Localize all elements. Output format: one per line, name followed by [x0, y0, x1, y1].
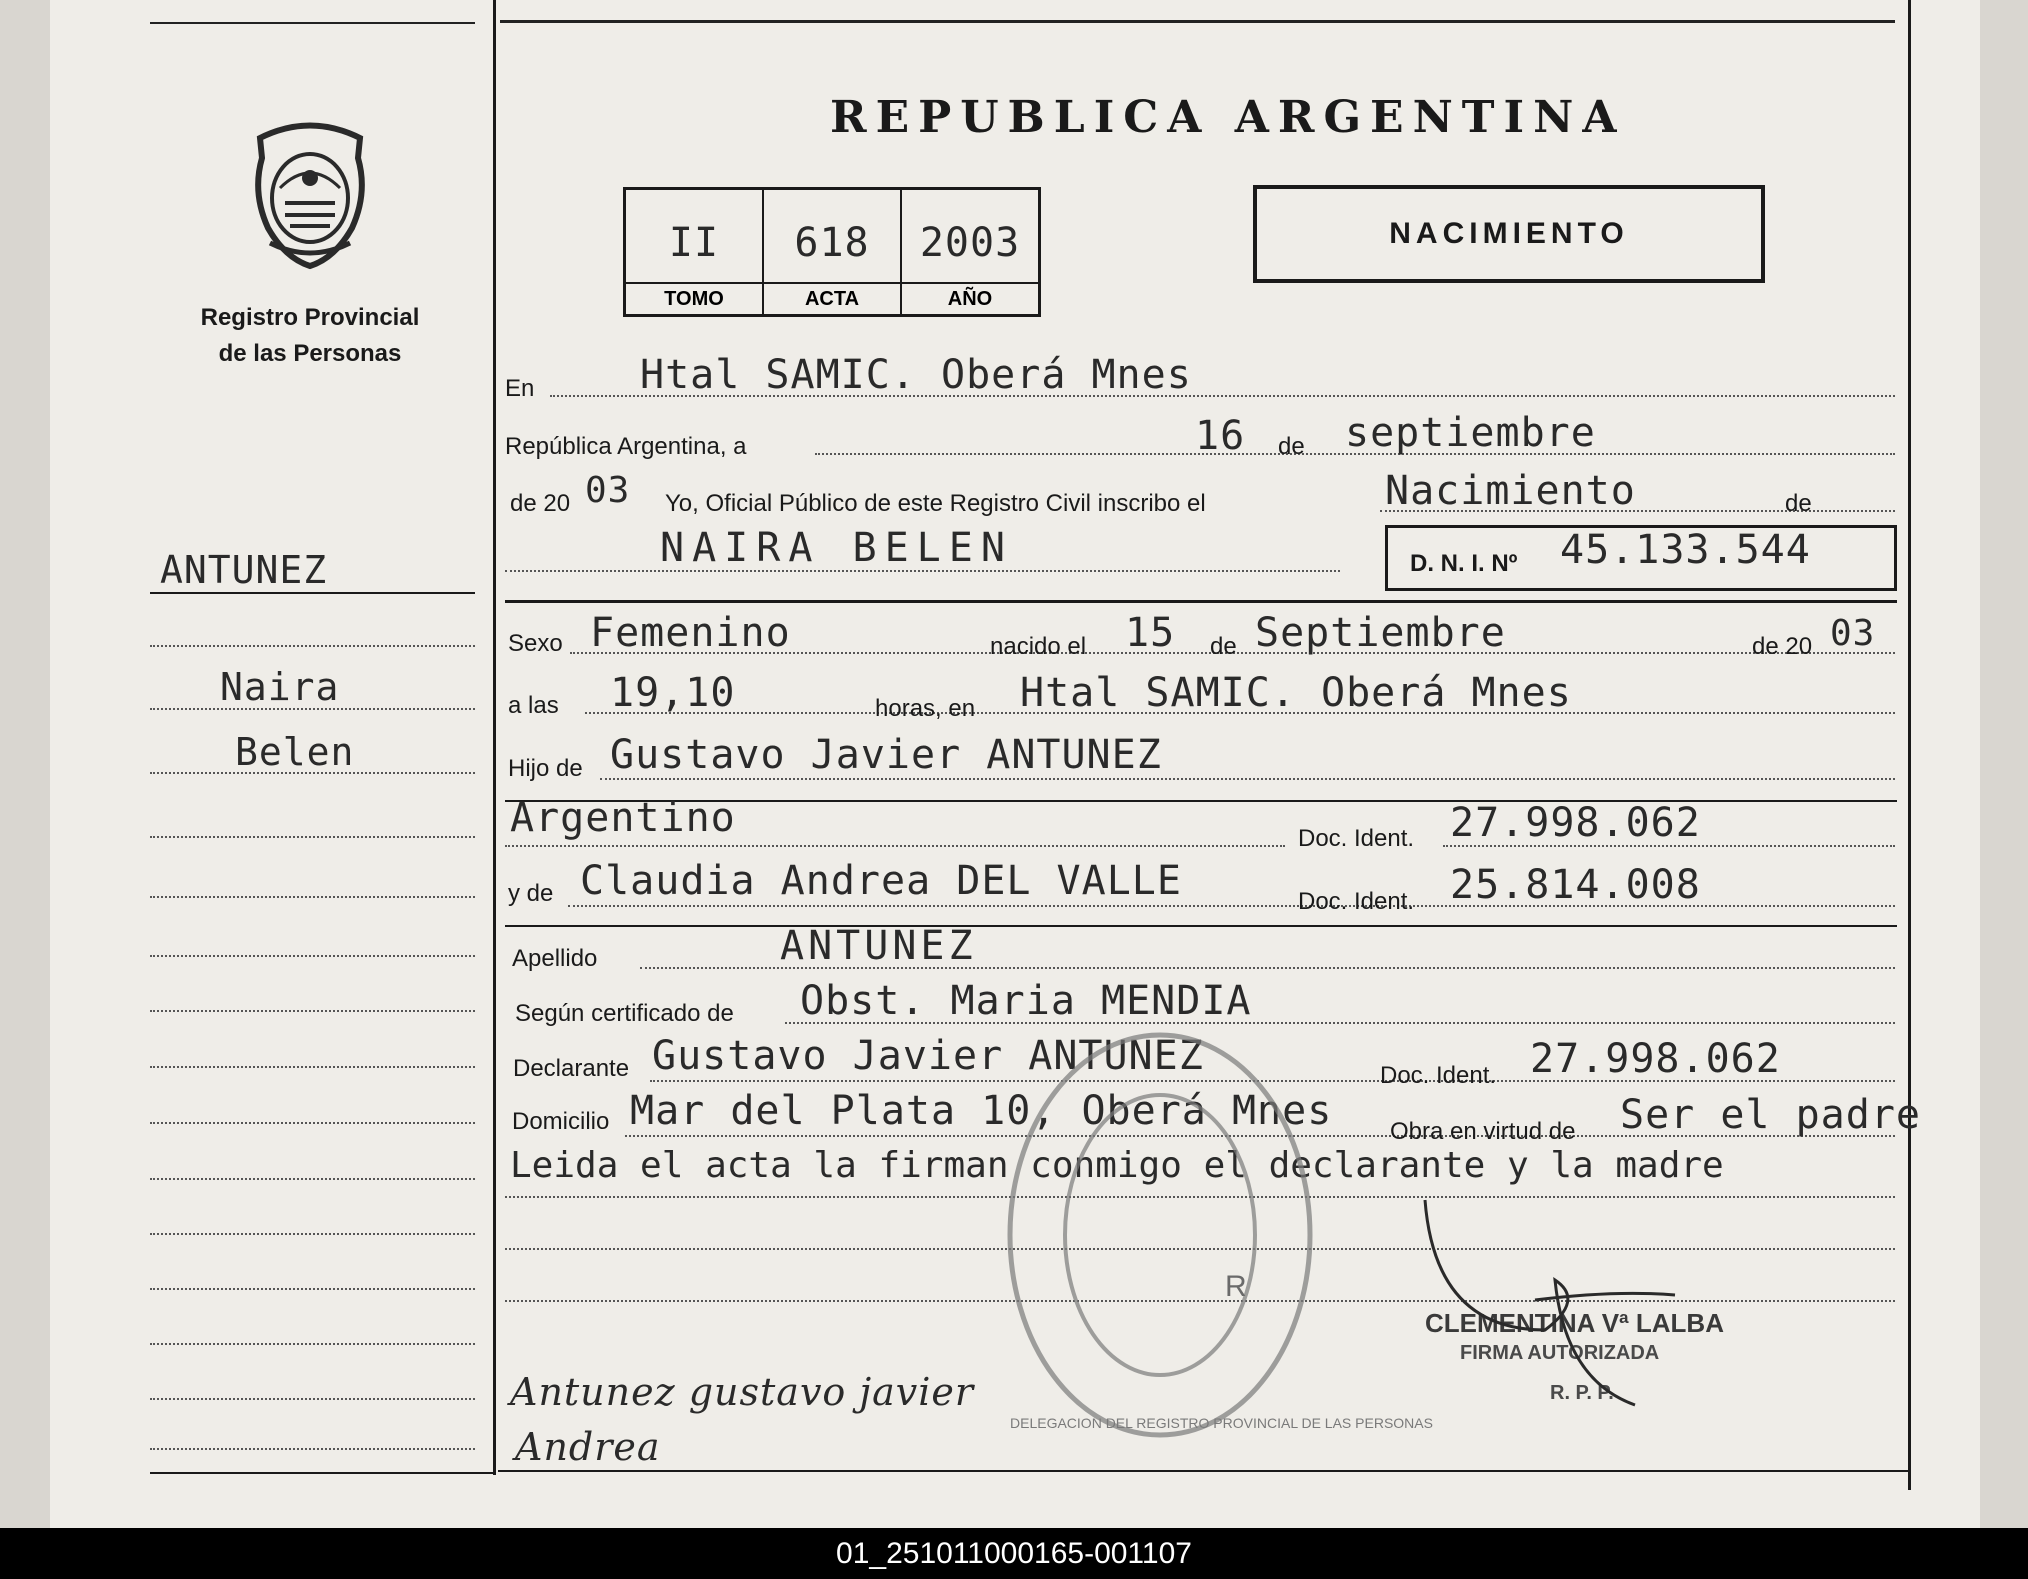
leida-text: Leida el acta la firman conmigo el declarante y la madre — [510, 1145, 1724, 1186]
tomo-value: II — [668, 220, 720, 266]
declarante-value: Gustavo Javier ANTUNEZ — [652, 1033, 1204, 1079]
tomo-acta-ano-box — [623, 187, 1041, 317]
year-suffix: 03 — [585, 470, 631, 511]
province-coat-of-arms — [240, 118, 380, 268]
official-text: Yo, Oficial Público de este Registro Civil inscribo el — [665, 490, 1206, 517]
birth-year-suffix: 03 — [1830, 613, 1876, 654]
dni-label: D. N. I. Nº — [1410, 550, 1518, 577]
office-line-2: de las Personas — [218, 340, 402, 367]
birth-month: Septiembre — [1255, 610, 1506, 656]
birth-place: Htal SAMIC. Oberá Mnes — [1020, 670, 1572, 716]
acta-cell — [764, 190, 902, 314]
a-las-label: a las — [508, 692, 559, 719]
en-label: En — [505, 375, 535, 402]
stamp-office: R. P. P. — [1550, 1382, 1614, 1404]
declarante-doc: 27.998.062 — [1530, 1036, 1781, 1082]
sexo-label: Sexo — [508, 630, 563, 657]
domicilio-label: Domicilio — [512, 1108, 610, 1135]
registry-seal — [1000, 1025, 1433, 1445]
event-value: Nacimiento — [1385, 468, 1636, 514]
birth-day: 15 — [1125, 610, 1176, 656]
tomo-cell — [626, 190, 764, 314]
de-label-2: de — [1785, 490, 1812, 517]
official-signature — [1415, 1180, 1715, 1420]
horas-label: horas, en — [875, 695, 976, 722]
anio-label: AÑO — [902, 282, 1038, 314]
right-border — [1908, 0, 1911, 1490]
margin-first-name: Naira — [220, 665, 340, 709]
declarant-signature: Antunez gustavo javier — [510, 1370, 975, 1414]
apellido-label: Apellido — [512, 945, 598, 972]
segun-label: Según certificado de — [515, 1000, 734, 1027]
en-value: Htal SAMIC. Oberá Mnes — [640, 352, 1192, 398]
anio-cell — [902, 190, 1038, 314]
father-nationality: Argentino — [510, 795, 736, 841]
mother-doc-label: Doc. Ident. — [1298, 888, 1415, 915]
time-value: 19,10 — [610, 670, 736, 716]
obra-value: Ser el padre — [1620, 1092, 1921, 1138]
de-label: de — [1278, 433, 1305, 460]
seal-center: R — [1225, 1270, 1247, 1303]
stamp-title: FIRMA AUTORIZADA — [1460, 1342, 1660, 1364]
stamp-name: CLEMENTINA Vª LALBA — [1425, 1308, 1724, 1338]
father-name: Gustavo Javier ANTUNEZ — [610, 732, 1162, 778]
father-doc-label: Doc. Ident. — [1298, 825, 1415, 852]
acta-label: ACTA — [764, 282, 900, 314]
mother-name: Claudia Andrea DEL VALLE — [580, 858, 1182, 904]
office-line-1: Registro Provincial — [200, 304, 420, 331]
de-label-3: de — [1210, 633, 1237, 660]
y-de-label: y de — [508, 880, 554, 907]
mother-signature: Andrea — [515, 1425, 661, 1469]
image-filename: 01_251011000165-001107 — [0, 1528, 2028, 1579]
month-value: septiembre — [1345, 410, 1596, 456]
domicilio-value: Mar del Plata 10, Oberá Mnes — [630, 1088, 1333, 1134]
acta-value: 618 — [794, 220, 870, 266]
registry-office — [190, 300, 430, 372]
tomo-label: TOMO — [626, 282, 762, 314]
seal-text: DELEGACION DEL REGISTRO PROVINCIAL DE LAS PERSONAS — [1010, 1415, 1433, 1431]
day-value: 16 — [1195, 413, 1246, 459]
republica-label: República Argentina, a — [505, 433, 747, 460]
margin-middle-name: Belen — [235, 730, 355, 774]
top-rule — [500, 20, 1895, 23]
full-name: NAIRA BELEN — [660, 525, 1013, 571]
top-left-rule — [150, 22, 475, 24]
declarante-doc-label: Doc. Ident. — [1380, 1062, 1497, 1089]
obra-label: Obra en virtud de — [1390, 1118, 1576, 1145]
country-title: REPUBLICA ARGENTINA — [830, 92, 1626, 143]
certificado-value: Obst. Maria MENDIA — [800, 978, 1252, 1024]
mother-doc: 25.814.008 — [1450, 862, 1701, 908]
margin-surname: ANTUNEZ — [160, 548, 328, 592]
margin-divider — [493, 0, 496, 1475]
declarante-label: Declarante — [513, 1055, 630, 1082]
record-type-box: NACIMIENTO — [1253, 185, 1765, 283]
father-doc: 27.998.062 — [1450, 800, 1701, 846]
nacido-label: nacido el — [990, 633, 1087, 660]
hijo-label: Hijo de — [508, 755, 583, 782]
apellido-value: ANTUNEZ — [780, 923, 977, 969]
dni-value: 45.133.544 — [1560, 527, 1811, 573]
birth-year-prefix: de 20 — [1752, 633, 1813, 660]
year-prefix: de 20 — [510, 490, 571, 517]
sexo-value: Femenino — [590, 610, 791, 656]
anio-value: 2003 — [919, 220, 1021, 266]
